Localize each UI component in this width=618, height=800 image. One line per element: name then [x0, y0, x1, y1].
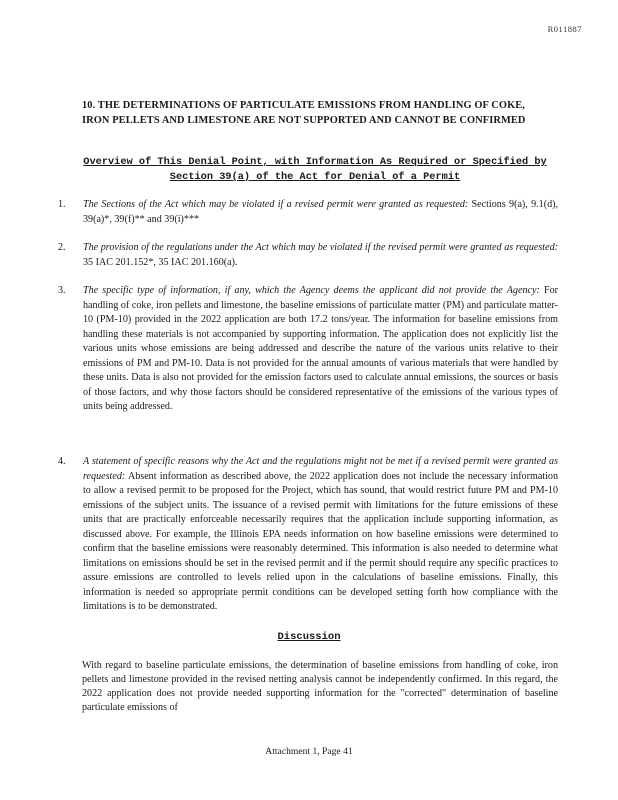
list-item [58, 455, 558, 615]
discussion-paragraph: With regard to baseline particulate emissions, the determination of baseline emissions from handling of coke, iron pellets and limestone provided in the revised netting analysis cannot be independently confirmed. In this regard, the 2022 application does not provide needed supporting information for the "corrected" determination of baseline particulate emissions of [82, 660, 558, 713]
item-body: 35 IAC 201.152*, 35 IAC 201.160(a). [83, 256, 238, 268]
discussion-heading: Discussion [277, 631, 341, 643]
item-text [83, 198, 558, 227]
item-number: 4. [58, 456, 66, 467]
item-text [83, 241, 558, 270]
item-number: 3. [58, 285, 66, 296]
item-text [83, 284, 558, 415]
item-number: 2. [58, 242, 66, 253]
item-text [83, 455, 558, 615]
item-intro: The provision of the regulations under the Act which may be violated if the revised permit were granted as requested: [83, 242, 558, 253]
item-intro: A statement of specific reasons why the Act and the regulations might not be met if a revised permit were granted as requested: [83, 456, 558, 482]
list-item [58, 198, 558, 227]
item-intro: The Sections of the Act which may be violated if a revised permit were granted as requested: [83, 199, 469, 210]
list-item [58, 241, 558, 270]
list-item [58, 284, 558, 415]
item-body: Sections 9(a), 9.1(d), 39(a)*, 39(f)** and 39(i)*** [83, 199, 559, 225]
item-body: Absent information as described above, the 2022 application does not include the necessary information to allow a revised permit to be proposed for the Project, which has sound, that would restrict future PM and PM-10 emissions of the subject units. The issuance of a revised permit with limitations for the future emissions of these units that are practically enforceable necessarily requires that the application include supporting information, as discussed above. For example, the Illinois EPA needs information on how baseline emissions were determined to confirm that the baseline emissions were reasonably determined. This information is also needed to determine what limitations on emissions should be set in the revised permit and if the permit should require any specific practices to assure emissions are controlled to levels relied upon in the calculations of baseline emissions. Finally, this information is needed so appropriate permit conditions can be developed setting forth how compliance with the limitations is to be demonstrated. [83, 470, 558, 612]
item-intro: The specific type of information, if any, which the Agency deems the applicant did not provide the Agency: [83, 285, 540, 296]
item-number: 1. [58, 199, 66, 210]
overview-heading: Overview of This Denial Point, with Information As Required or Specified by Section 39(a) of the Act for Denial of a Permit [83, 156, 547, 183]
page-id: R011887 [547, 24, 582, 34]
page-footer: Attachment 1, Page 41 [265, 746, 353, 757]
section-heading: 10. THE DETERMINATIONS OF PARTICULATE EMISSIONS FROM HANDLING OF COKE, IRON PELLETS AND LIMESTONE ARE NOT SUPPORTED AND CANNOT BE CONFIRMED [82, 100, 526, 126]
item-body: For handling of coke, iron pellets and limestone, the baseline emissions of particulate matter (PM) and particulate matter-10 (PM-10) provided in the 2022 application are both 17.2 tons/year. The information for baseline emissions from handling these materials is not accompanied by supporting information. The application does not explicitly list the various units whose emissions are being addressed and describe the nature of the various units relative to their emissions of PM and PM-10. Data is not provided for the annual amounts of various materials that were handled by these units. Data is also not provided for the emission factors used to calculate annual emissions, the sources or basis of those factors, and why those factors should be considered representative of the emissions of the various types of units being addressed. [83, 285, 558, 412]
